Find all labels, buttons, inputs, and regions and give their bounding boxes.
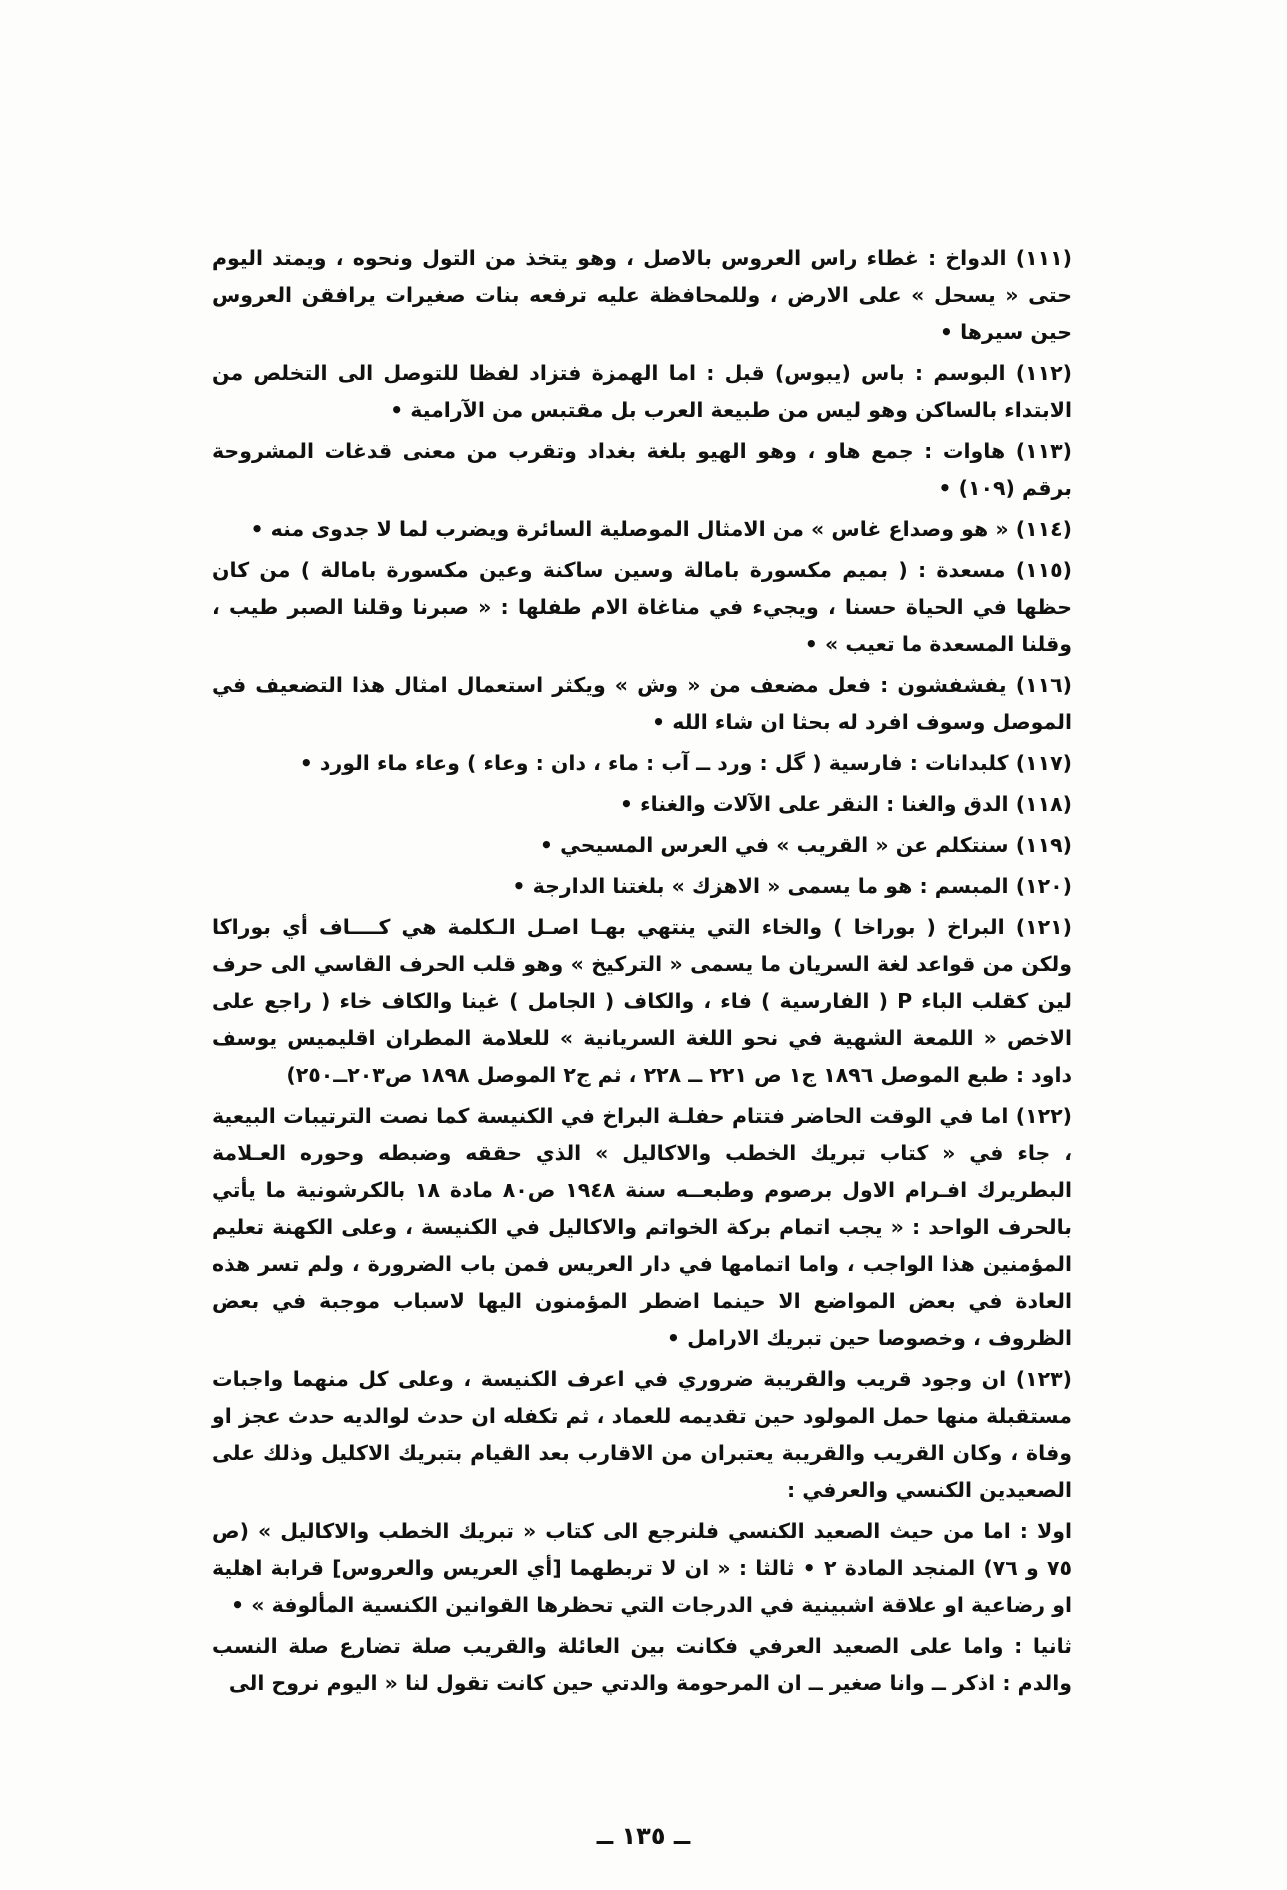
footnote-120: (١٢٠) المبسم : هو ما يسمى « الاهزك » بلغتنا الدارجة • (512, 874, 1072, 898)
footnote-113: (١١٣) هاوات : جمع هاو ، وهو الهيو بلغة بغداد وتقرب من معنى قدغات المشروحة برقم (١٠٩) • (212, 439, 1072, 500)
footnote-123: (١٢٣) ان وجود قريب والقريبة ضروري في اعرف الكنيسة ، وعلى كل منهما واجبات مستقبلة منها حمل المولود حين تقديمه للعماد ، ثم تكفله ان حدث لوالديه حدث عجز او وفاة ، وكان القريب والقريبة يعتبران من الاقارب بعد القيام بتبريك الاكليل وذلك على الصعيدين الكنسي والعرفي : (212, 1367, 1072, 1502)
footnote-111: (١١١) الدواخ : غطاء راس العروس بالاصل ، وهو يتخذ من التول ونحوه ، ويمتد اليوم حتى « يسحل » على الارض ، وللمحافظة عليه ترفعه بنات صغيرات يرافقن العروس حين سيرها • (212, 246, 1072, 344)
footnotes-block (212, 240, 1072, 1706)
footnote-117: (١١٧) كلبدانات : فارسية ( گل : ورد ــ آب : ماء ، دان : وعاء ) وعاء ماء الورد • (299, 751, 1072, 775)
footnote-118: (١١٨) الدق والغنا : النقر على الآلات والغناء • (619, 792, 1072, 816)
footnote-114: (١١٤) « هو وصداع غاس » من الامثال الموصلية السائرة ويضرب لما لا جدوى منه • (250, 517, 1072, 541)
footnote-121: (١٢١) البراخ ( بوراخا ) والخاء التي ينتهي بهـا اصـل الـكلمة هي كــــاف أي بوراكا ولكن من قواعد لغة السريان ما يسمى « التركيخ » وهو قلب الحرف القاسي الى حرف لين كقلب الباء P ( الفارسية ) فاء ، والكاف ( الجامل ) غينا والكاف خاء ( راجع على الاخص « اللمعة الشهية في نحو اللغة السريانية » للعلامة المطران اقليميس يوسف داود : طبع الموصل ١٨٩٦ ج١ ص ٢٢١ ــ ٢٢٨ ، ثم ج٢ الموصل ١٨٩٨ ص٢٠٣ــ٢٥٠) (212, 915, 1072, 1087)
footnote-119: (١١٩) سنتكلم عن « القريب » في العرس المسيحي • (539, 833, 1072, 857)
footnote-112: (١١٢) البوسم : باس (يبوس) قبل : اما الهمزة فتزاد لفظا للتوصل الى التخلص من الابتداء بالساكن وهو ليس من طبيعة العرب بل مقتبس من الآرامية • (212, 361, 1072, 422)
footnote-115: (١١٥) مسعدة : ( بميم مكسورة بامالة وسين ساكنة وعين مكسورة بامالة ) من كان حظها في الحياة حسنا ، ويجيء في مناغاة الام طفلها : « صبرنا وقلنا الصبر طيب ، وقلنا المسعدة ما تعيب » • (212, 558, 1072, 656)
footnote-116: (١١٦) يفشفشون : فعل مضعف من « وش » ويكثر استعمال امثال هذا التضعيف في الموصل وسوف افرد له بحثا ان شاء الله • (212, 673, 1072, 734)
page-number: ــ ١٣٥ ــ (596, 1822, 691, 1850)
footnote-122: (١٢٢) اما في الوقت الحاضر فتتام حفلـة البراخ في الكنيسة كما نصت الترتيبات البيعية ، جاء في « كتاب تبريك الخطب والاكاليل » الذي حققه وضبطه وحوره العـلامة البطريرك افـرام الاول برصوم وطبعــه سنة ١٩٤٨ ص٨٠ مادة ١٨ بالكرشونية ما يأتي بالحرف الواحد : « يجب اتمام بركة الخواتم والاكاليل في الكنيسة ، وعلى الكهنة تعليم المؤمنين هذا الواجب ، واما اتمامها في دار العريس فمن باب الضرورة ، ولم تسر هذه العادة في بعض المواضع الا حينما اضطر المؤمنون اليها لاسباب موجبة في بعض الظروف ، وخصوصا حين تبريك الارامل • (212, 1104, 1072, 1350)
footnote-123-first: اولا : اما من حيث الصعيد الكنسي فلنرجع الى كتاب « تبريك الخطب والاكاليل » (ص ٧٥ و ٧٦) المنجد المادة ٢ • ثالثا : « ان لا تربطهما [أي العريس والعروس] قرابة اهلية او رضاعية او علاقة اشبينية في الدرجات التي تحظرها القوانين الكنسية المألوفة » • (212, 1519, 1072, 1617)
footnote-123-second: ثانيا : واما على الصعيد العرفي فكانت بين العائلة والقريب صلة تضارع صلة النسب والدم : اذكر ــ وانا صغير ــ ان المرحومة والدتي حين كانت تقول لنا « اليوم نروح الى (212, 1634, 1072, 1695)
